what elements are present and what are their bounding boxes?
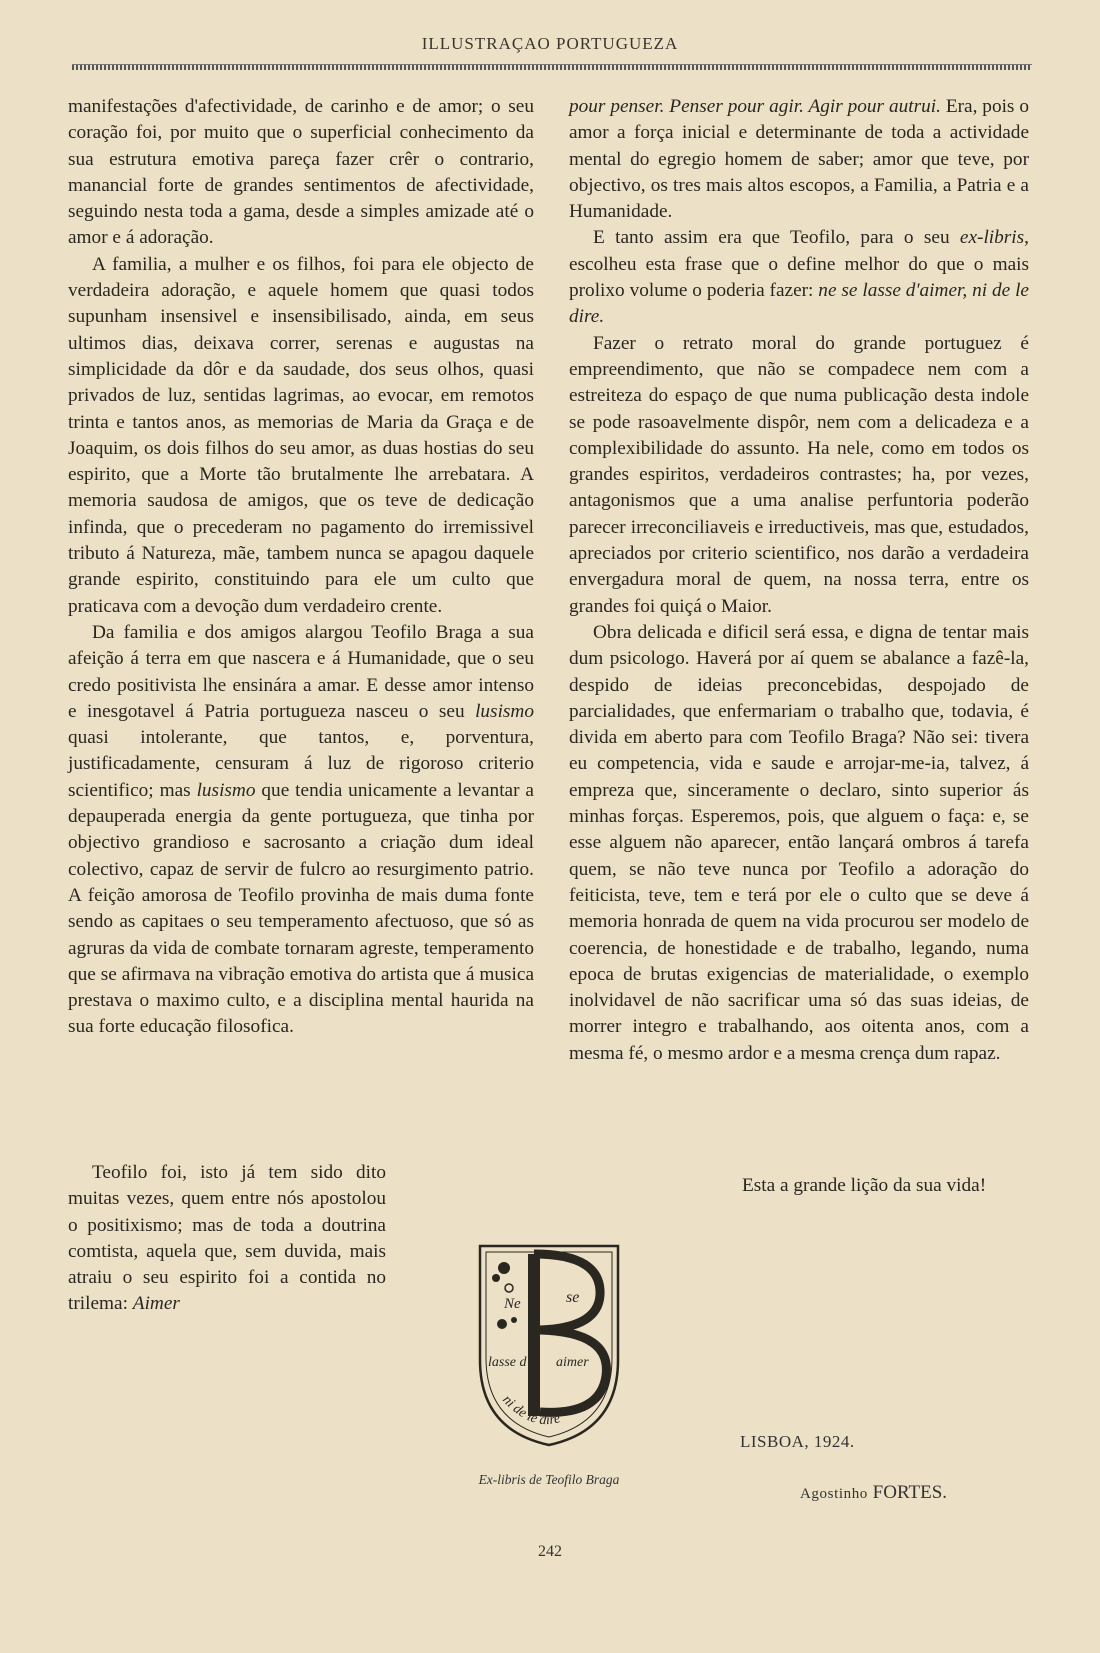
left-paragraph-3 [68,620,534,1041]
right-paragraph-3: Fazer o retrato moral do grande portuguez é empreendimento, que não se compadece nem com a estreiteza do espaço de que numa publicação desta indole se pode rasoavelmente dispôr, nem com a delicadeza e a complexibilidade do assunto. Ha nele, como em todos os grandes espiritos, verdadeiros contrastes; ha, por vezes, antagonismos que a uma analise perfuntoria poderão parecer irreconciliaveis e irreductiveis, mas que, estudados, apreciados por criterio scientifico, nos darão a verdadeira envergadura moral de quem, na nossa terra, entre os grandes foi quiçá o Maior. [569,332,1029,617]
running-head: ILLUSTRAÇAO PORTUGUEZA [421,34,679,53]
text-run: Era, pois o amor a força inicial e determinante de toda a actividade mental do egregio homem de saber; amor que teve, por objectivo, os tres mais altos escopos, a Familia, a Patria e a Humanidade. [569,96,1029,223]
italic-motto: ne se lasse d'aimer, ni de le dire. [569,280,1029,328]
text-run: quasi intolerante, que tantos, e, porventura, justificadamente, censuram á luz de rigoroso criterio scientifico; mas [68,727,534,801]
italic-ex-libris: ex-libris [959,227,1025,249]
text-run: E tanto assim era que Teofilo, para o seu [593,227,960,249]
text-run: Teofilo foi, isto já tem sido dito muitas vezes, quem entre nós apostolou o positixismo; mas de toda a doutrina comtista, aquela que, sem duvida, mais atraiu o seu espirito foi a contida no trilema: [68,1162,386,1315]
italic-lusismo: lusismo [475,700,534,722]
right-paragraph-2 [569,225,1029,330]
italic-lusismo-2: lusismo [196,779,256,801]
italic-trilema: pour penser. Penser pour agir. Agir pour autrui. [569,96,941,117]
italic-aimer: Aimer [132,1293,180,1315]
ex-libris-caption: Ex-libris de Teofilo Braga [478,1472,620,1487]
right-column-narrow [718,1173,1029,1199]
left-column [68,94,534,1041]
author-signature [800,1482,947,1504]
dateline: LISBOA, 1924. [740,1432,855,1451]
text-run: , escolheu esta frase que o define melhor do que o mais prolixo volume o poderia fazer: [569,227,1029,302]
left-paragraph-2: A familia, a mulher e os filhos, foi para ele objecto de verdadeira adoração, e aquele homem que quasi todos supunham insensivel e insensibilisado, ainda, em seus ultimos dias, deixava correr, serenas e augustas na simplicidade da dôr e da saudade, dos seus olhos, quasi privados de luz, sentidas lagrimas, ao evocar, em remotos trinta e tantos anos, as memorias de Maria da Graça e de Joaquim, os dois filhos do seu amor, as duas hostias do seu espirito, que a Morte tão brutalmente lhe arrebatara. A memoria saudosa de amigos, que os teve de dedicação infinda, que o precederam no pagamento do irremissivel tributo á Natureza, mãe, tambem nunca se apagou daquele grande espirito, constituindo para ele um culto que praticava com a devoção dum verdadeiro crente. [68,253,534,617]
header-rule [72,64,1032,70]
text-run: que tendia unicamente a levantar a depauperada energia da gente portugueza, que tinha por objectivo grandioso e sacrosanto a criação dum ideal colectivo, capaz de servir de fulcro ao resurgimento patrio. A feição amorosa de Teofilo provinha de mais duma fonte sendo as capitaes o seu temperamento afectuoso, que só as agruras da vida de combate tornaram agreste, temperamento que se afirmava na vibração emotiva do artista que á musica prestava o maximo culto, e a disciplina mental haurida na sua forte educação filosofica. [68,779,534,1038]
right-column [569,94,1029,1067]
motto-word-aimer: aimer [556,1355,589,1370]
motto-word-ne: Ne [504,1296,521,1312]
ex-libris-bookplate [474,1240,624,1450]
motto-word-se: se [566,1289,580,1306]
page-number: 242 [538,1543,562,1560]
motto-word-lasse: lasse d' [488,1355,530,1370]
text-run: Da familia e dos amigos alargou Teofilo Braga a sua afeição á terra em que nascera e á Humanidade, que o seu credo positivista lhe ensinára a amar. E desse amor intenso e inesgotavel á Patria portugueza nasceu o seu [68,621,534,722]
motto-arc-text: ni de le dire [499,1392,562,1429]
author-surname: FORTES. [872,1482,948,1503]
right-paragraph-1 [569,94,1029,225]
left-column-narrow [68,1160,386,1318]
right-paragraph-4: Obra delicada e dificil será essa, e digna de tentar mais dum psicologo. Haverá por aí quem se abalance a fazê-la, despido de ideias preconcebidas, despojado de parcialidades, que enfermariam o trabalho que, todavia, é divida em aberto para com Teofilo Braga? Não sei: tivera eu competencia, vida e saude e arrojar-me-ia, talvez, á empreza que, sinceramente o declaro, sinto superior ás minhas forças. Esperemos, pois, que alguem o faça: e, se esse alguem não aparecer, então lançará ombros á tarefa quem, se não teve nunca por Teofilo a adoração do feiticista, teve, tem e terá por ele o culto que se deve á memoria honrada de quem na vida procurou ser modelo de coerencia, de honestidade e de trabalho, legando, numa epoca de brutas exigencias de materialidade, o exemplo inolvidavel de não sacrificar uma só das suas ideias, de morrer integro e trabalhando, aos oitenta anos, com a mesma fé, o mesmo ardor e a mesma crença dum rapaz. [569,621,1029,1064]
left-paragraph-1: manifestações d'afectividade, de carinho e de amor; o seu coração foi, por muito que o superficial conhecimento da sua estrutura emotiva pareça fazer crêr o contrario, manancial forte de grandes sentimentos de afectividade, seguindo nesta toda a gama, desde a simples amizade até o amor e á adoração. [68,96,534,249]
right-paragraph-5: Esta a grande lição da sua vida! [742,1175,987,1196]
left-paragraph-4 [68,1160,386,1318]
author-first-name: Agostinho [800,1486,868,1502]
